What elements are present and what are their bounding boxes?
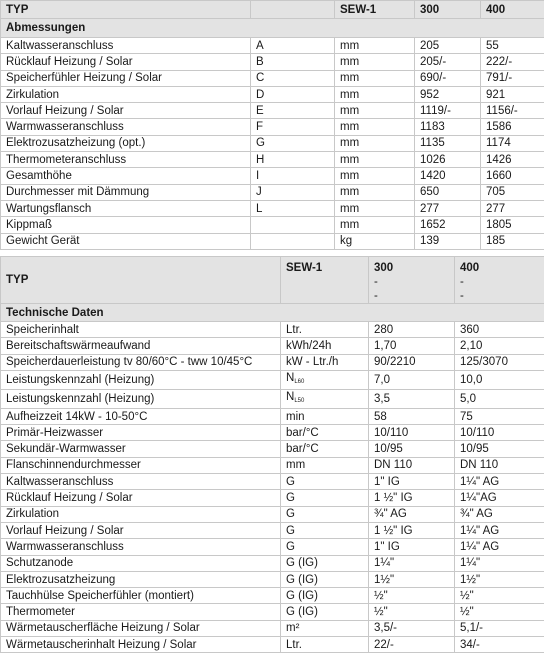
table-row: [1, 54, 544, 70]
table-row: [1, 522, 544, 538]
row-unit: [281, 539, 369, 555]
col-300-header: 300: [415, 1, 481, 19]
table-row: [1, 135, 544, 151]
typ-header: TYP: [1, 257, 281, 304]
table-row: [1, 620, 544, 636]
row-unit: [281, 490, 369, 506]
row-value-400: 34/-: [455, 637, 544, 653]
row-unit: mm: [335, 184, 415, 200]
row-value-300: 90/2210: [369, 354, 455, 370]
row-unit: [281, 370, 369, 389]
row-label: Aufheizzeit 14kW - 10-50°C: [1, 408, 281, 424]
row-unit: [281, 389, 369, 408]
row-label: Leistungskennzahl (Heizung): [1, 370, 281, 389]
row-unit: mm: [335, 103, 415, 119]
row-unit: mm: [335, 70, 415, 86]
row-value-300: 280: [369, 322, 455, 338]
row-code: [251, 233, 335, 249]
table-header-row: [1, 1, 544, 19]
row-value-300: 1183: [415, 119, 481, 135]
row-unit-text: bar/°C: [286, 426, 319, 439]
row-value-400: 1586: [481, 119, 544, 135]
row-unit: mm: [335, 217, 415, 233]
row-label: Gesamthöhe: [1, 168, 251, 184]
table-row: [1, 233, 544, 249]
row-label: Thermometer: [1, 604, 281, 620]
row-label: Rücklauf Heizung / Solar: [1, 54, 251, 70]
row-unit: mm: [335, 152, 415, 168]
row-label: Thermometeranschluss: [1, 152, 251, 168]
col-400-header: [455, 257, 544, 304]
technical-data-table-body: [1, 257, 544, 653]
table-row: [1, 555, 544, 571]
row-unit-subscript: L50: [294, 397, 305, 404]
row-value-400: 705: [481, 184, 544, 200]
table-row: [1, 354, 544, 370]
row-unit-text: min: [286, 410, 305, 423]
table-row: [1, 408, 544, 424]
row-label: Vorlauf Heizung / Solar: [1, 103, 251, 119]
row-value-400: 55: [481, 38, 544, 54]
row-label: Kippmaß: [1, 217, 251, 233]
row-label: Bereitschaftswärmeaufwand: [1, 338, 281, 354]
row-value-400: ½": [455, 604, 544, 620]
row-value-300: 3,5: [369, 389, 455, 408]
row-unit: mm: [335, 200, 415, 216]
row-unit-text: bar/°C: [286, 443, 319, 456]
row-value-300: 1135: [415, 135, 481, 151]
row-value-400: 1¼" AG: [455, 522, 544, 538]
row-value-300: 1420: [415, 168, 481, 184]
row-label: Primär-Heizwasser: [1, 425, 281, 441]
row-unit-text: kW - Ltr./h: [286, 356, 339, 369]
row-unit-text: G: [286, 540, 295, 553]
table-row: [1, 184, 544, 200]
row-code: E: [251, 103, 335, 119]
table-row: [1, 103, 544, 119]
row-value-300: 1¼": [369, 555, 455, 571]
row-value-300: ½": [369, 588, 455, 604]
row-code: J: [251, 184, 335, 200]
row-code: I: [251, 168, 335, 184]
empty-header-cell: [251, 1, 335, 19]
row-value-300: 277: [415, 200, 481, 216]
table-row: [1, 70, 544, 86]
table-row: [1, 370, 544, 389]
row-unit: [281, 506, 369, 522]
row-value-300: 7,0: [369, 370, 455, 389]
dimensions-table: [0, 0, 544, 250]
row-label: Flanschinnendurchmesser: [1, 457, 281, 473]
col-300-header: [369, 257, 455, 304]
row-code: A: [251, 38, 335, 54]
row-unit: mm: [335, 119, 415, 135]
row-unit-text: mm: [286, 459, 306, 472]
row-label: Schutzanode: [1, 555, 281, 571]
row-label: Warmwasseranschluss: [1, 119, 251, 135]
row-unit: [281, 408, 369, 424]
row-value-400: 1660: [481, 168, 544, 184]
col-400-dash-1: -: [460, 276, 464, 288]
table-row: [1, 425, 544, 441]
row-unit: [281, 425, 369, 441]
row-value-400: 75: [455, 408, 544, 424]
row-code: B: [251, 54, 335, 70]
row-value-300: 10/95: [369, 441, 455, 457]
table-row: [1, 168, 544, 184]
section-title: Technische Daten: [1, 304, 544, 322]
row-label: Zirkulation: [1, 506, 281, 522]
table-row: [1, 506, 544, 522]
row-unit: [281, 474, 369, 490]
row-value-400: 1¼" AG: [455, 474, 544, 490]
row-value-300: 1 ½" IG: [369, 490, 455, 506]
table-row: [1, 119, 544, 135]
table-row: [1, 338, 544, 354]
row-unit-text: Ltr.: [286, 323, 302, 336]
row-unit: [281, 441, 369, 457]
row-unit: [281, 571, 369, 587]
row-value-400: 10/110: [455, 425, 544, 441]
table-row: [1, 389, 544, 408]
row-unit: [281, 522, 369, 538]
row-code: H: [251, 152, 335, 168]
row-value-300: 1652: [415, 217, 481, 233]
col-400-dash-2: -: [460, 290, 464, 302]
row-value-400: 2,10: [455, 338, 544, 354]
row-value-400: 1805: [481, 217, 544, 233]
row-code: [251, 217, 335, 233]
row-value-300: 690/-: [415, 70, 481, 86]
row-value-400: ½": [455, 588, 544, 604]
table-row: [1, 637, 544, 653]
row-value-400: 1¼" AG: [455, 539, 544, 555]
row-value-300: 1119/-: [415, 103, 481, 119]
row-unit-text: kWh/24h: [286, 339, 332, 352]
row-label: Warmwasseranschluss: [1, 539, 281, 555]
row-unit: mm: [335, 168, 415, 184]
row-unit-text: G (IG): [286, 557, 318, 570]
row-label: Elektrozusatzheizung (opt.): [1, 135, 251, 151]
row-unit: [281, 457, 369, 473]
row-unit-text: Ltr.: [286, 638, 302, 651]
row-value-400: 791/-: [481, 70, 544, 86]
row-value-400: 1156/-: [481, 103, 544, 119]
row-value-400: 10/95: [455, 441, 544, 457]
typ-header: TYP: [1, 1, 251, 19]
row-label: Sekundär-Warmwasser: [1, 441, 281, 457]
row-label: Rücklauf Heizung / Solar: [1, 490, 281, 506]
row-unit-text: G (IG): [286, 589, 318, 602]
table-row: [1, 152, 544, 168]
row-unit: [281, 620, 369, 636]
model-header: SEW-1: [335, 1, 415, 19]
col-300-label: 300: [374, 262, 394, 274]
row-unit-text: N: [286, 390, 295, 403]
row-value-400: 5,0: [455, 389, 544, 408]
table-row: [1, 217, 544, 233]
row-code: C: [251, 70, 335, 86]
row-label: Kaltwasseranschluss: [1, 474, 281, 490]
row-label: Leistungskennzahl (Heizung): [1, 389, 281, 408]
row-label: Wartungsflansch: [1, 200, 251, 216]
dimensions-table-body: [1, 1, 544, 250]
row-value-400: 1½": [455, 571, 544, 587]
row-code: G: [251, 135, 335, 151]
table-row: [1, 539, 544, 555]
row-value-400: 360: [455, 322, 544, 338]
row-value-300: 3,5/-: [369, 620, 455, 636]
row-value-300: 1" IG: [369, 474, 455, 490]
row-unit: kg: [335, 233, 415, 249]
technical-data-table: [0, 256, 544, 653]
row-value-300: 58: [369, 408, 455, 424]
table-row: [1, 571, 544, 587]
row-value-400: 1426: [481, 152, 544, 168]
section-row: [1, 304, 544, 322]
row-value-400: 10,0: [455, 370, 544, 389]
row-unit: [281, 322, 369, 338]
row-unit-text: G: [286, 508, 295, 521]
row-value-400: 1¼"AG: [455, 490, 544, 506]
table-row: [1, 604, 544, 620]
row-unit: [281, 354, 369, 370]
row-unit-text: G (IG): [286, 606, 318, 619]
row-value-300: ½": [369, 604, 455, 620]
row-unit: mm: [335, 86, 415, 102]
row-value-300: 952: [415, 86, 481, 102]
row-unit-text: G (IG): [286, 573, 318, 586]
col-300-dash-1: -: [374, 276, 378, 288]
row-unit: mm: [335, 54, 415, 70]
row-code: D: [251, 86, 335, 102]
row-value-300: 1 ½" IG: [369, 522, 455, 538]
row-unit-subscript: L60: [294, 378, 305, 385]
row-code: F: [251, 119, 335, 135]
table-row: [1, 322, 544, 338]
row-label: Durchmesser mit Dämmung: [1, 184, 251, 200]
row-value-300: 1½": [369, 571, 455, 587]
col-300-dash-2: -: [374, 290, 378, 302]
row-value-400: 1¼": [455, 555, 544, 571]
section-title: Abmessungen: [1, 19, 544, 38]
row-value-300: DN 110: [369, 457, 455, 473]
row-value-400: ¾" AG: [455, 506, 544, 522]
row-value-400: 1174: [481, 135, 544, 151]
col-400-header: 400: [481, 1, 544, 19]
row-value-300: 650: [415, 184, 481, 200]
row-value-400: 185: [481, 233, 544, 249]
row-unit-text: G: [286, 524, 295, 537]
row-value-400: 921: [481, 86, 544, 102]
row-value-400: DN 110: [455, 457, 544, 473]
row-unit: [281, 637, 369, 653]
row-value-300: 1,70: [369, 338, 455, 354]
row-label: Wärmetauscherinhalt Heizung / Solar: [1, 637, 281, 653]
row-value-300: 1026: [415, 152, 481, 168]
row-value-400: 277: [481, 200, 544, 216]
row-unit: [281, 604, 369, 620]
row-label: Zirkulation: [1, 86, 251, 102]
row-value-300: 139: [415, 233, 481, 249]
row-value-300: 22/-: [369, 637, 455, 653]
row-unit: [281, 338, 369, 354]
row-label: Speicherinhalt: [1, 322, 281, 338]
row-value-300: 205: [415, 38, 481, 54]
table-row: [1, 474, 544, 490]
row-label: Vorlauf Heizung / Solar: [1, 522, 281, 538]
table-row: [1, 457, 544, 473]
row-unit-text: m²: [286, 622, 300, 635]
row-value-400: 5,1/-: [455, 620, 544, 636]
row-label: Kaltwasseranschluss: [1, 38, 251, 54]
table-row: [1, 86, 544, 102]
table-row: [1, 490, 544, 506]
row-unit: mm: [335, 135, 415, 151]
row-label: Wärmetauscherfläche Heizung / Solar: [1, 620, 281, 636]
row-unit: [281, 555, 369, 571]
row-value-300: ¾" AG: [369, 506, 455, 522]
row-unit: [281, 588, 369, 604]
row-label: Speicherfühler Heizung / Solar: [1, 70, 251, 86]
row-label: Gewicht Gerät: [1, 233, 251, 249]
row-label: Speicherdauerleistung tv 80/60°C - tww 10/45°C: [1, 354, 281, 370]
row-label: Tauchhülse Speicherfühler (montiert): [1, 588, 281, 604]
table-row: [1, 38, 544, 54]
row-value-400: 125/3070: [455, 354, 544, 370]
row-value-400: 222/-: [481, 54, 544, 70]
row-label: Elektrozusatzheizung: [1, 571, 281, 587]
row-unit-text: G: [286, 492, 295, 505]
model-header: SEW-1: [281, 257, 369, 304]
table-header-row: [1, 257, 544, 304]
table-row: [1, 441, 544, 457]
row-value-300: 1" IG: [369, 539, 455, 555]
row-unit: mm: [335, 38, 415, 54]
col-400-label: 400: [460, 262, 480, 274]
table-row: [1, 588, 544, 604]
row-unit-text: G: [286, 475, 295, 488]
row-value-300: 205/-: [415, 54, 481, 70]
section-row: [1, 19, 544, 38]
table-row: [1, 200, 544, 216]
row-code: L: [251, 200, 335, 216]
row-value-300: 10/110: [369, 425, 455, 441]
row-unit-text: N: [286, 371, 295, 384]
